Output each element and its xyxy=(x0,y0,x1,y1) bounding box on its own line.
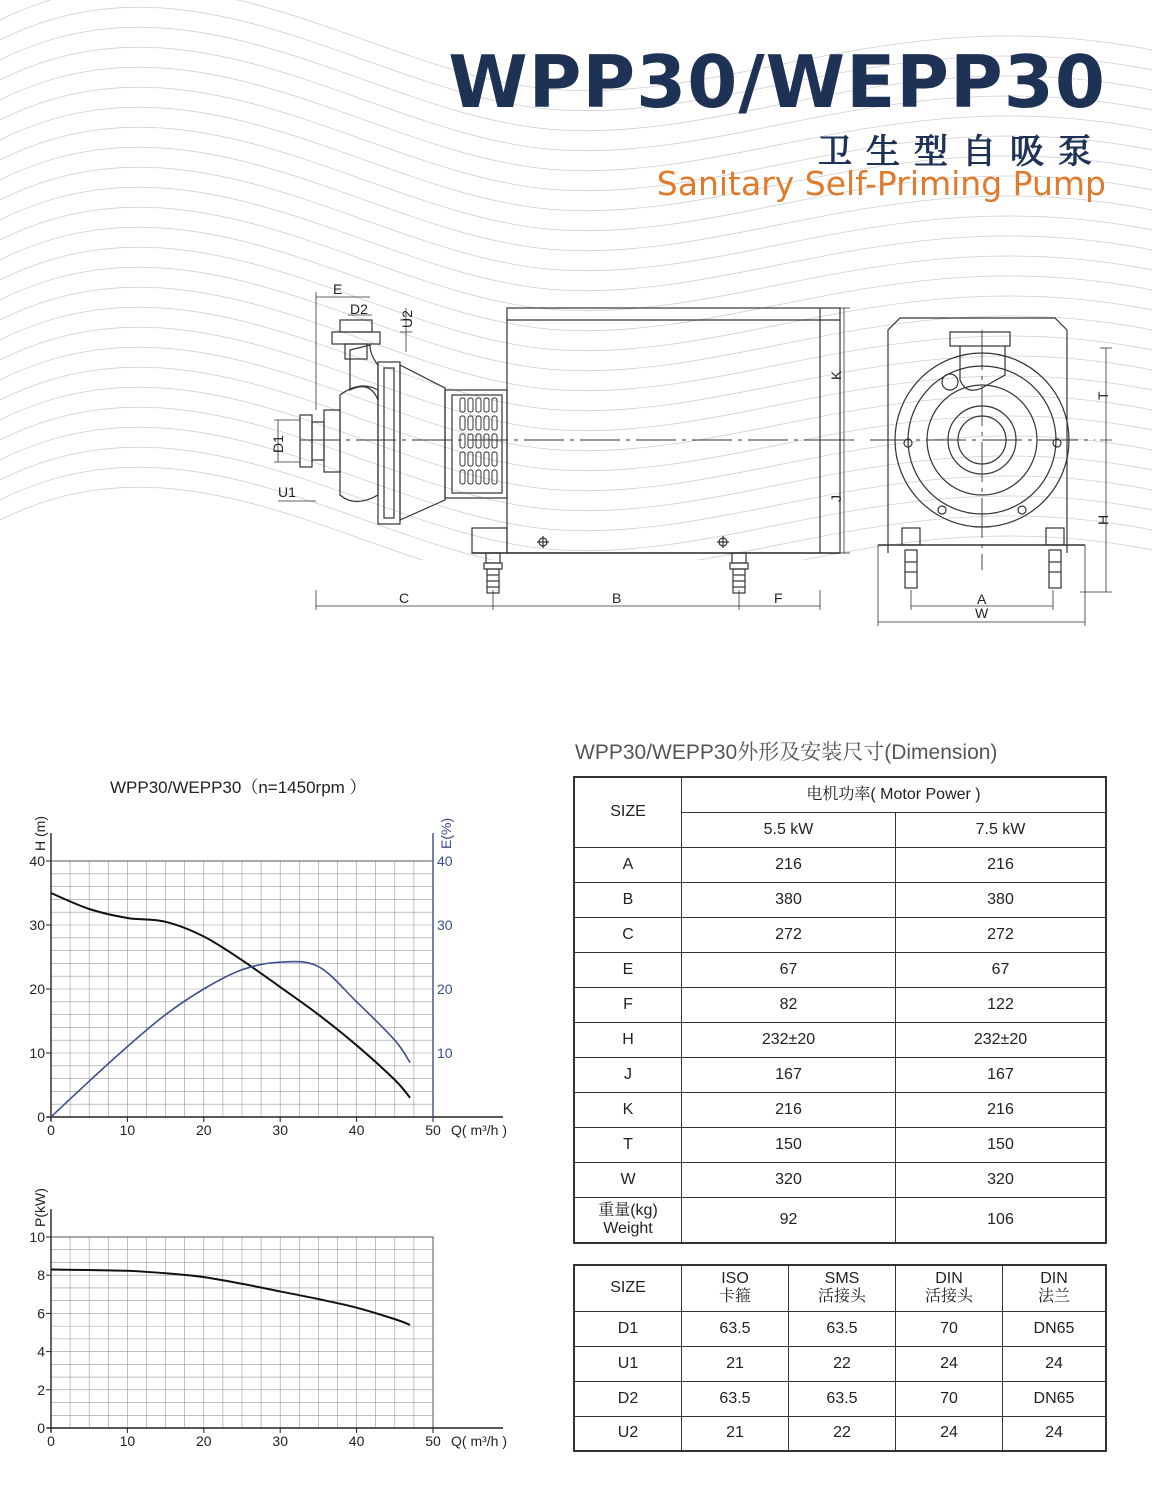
y2-tick-label: 10 xyxy=(437,1045,453,1061)
cell-value: DN65 xyxy=(1003,1381,1107,1416)
x-tick-label: 20 xyxy=(196,1122,212,1138)
product-subtitle-chinese: 卫生型自吸泵 xyxy=(818,132,1106,172)
weight-value-1: 92 xyxy=(682,1197,896,1243)
table-row xyxy=(574,917,1106,952)
connection-header: DIN 法兰 xyxy=(1003,1265,1107,1311)
cell-value: 24 xyxy=(896,1416,1003,1451)
product-title: WPP30/WEPP30 xyxy=(448,40,1106,124)
dim-label-j: J xyxy=(828,495,844,502)
cell-value: 63.5 xyxy=(682,1311,789,1346)
row-label: U1 xyxy=(574,1346,682,1381)
cell-value: 21 xyxy=(682,1416,789,1451)
vent-slot xyxy=(492,416,497,430)
connection-header: ISO 卡箍 xyxy=(682,1265,789,1311)
y-axis-label: P(kW) xyxy=(32,1188,48,1227)
series-line-1 xyxy=(51,1269,410,1324)
table-row xyxy=(574,847,1106,882)
vent-slot xyxy=(460,416,465,430)
x-tick-label: 50 xyxy=(425,1122,441,1138)
vent-slot xyxy=(476,470,481,484)
cell-value: 70 xyxy=(896,1311,1003,1346)
cell-value: 22 xyxy=(789,1346,896,1381)
row-label: J xyxy=(574,1057,682,1092)
row-label: B xyxy=(574,882,682,917)
table-row xyxy=(574,1346,1106,1381)
x-tick-label: 30 xyxy=(272,1433,288,1449)
y2-tick-label: 30 xyxy=(437,917,453,933)
cell-value: 21 xyxy=(682,1346,789,1381)
cell-value: 24 xyxy=(1003,1346,1107,1381)
y-tick-label: 6 xyxy=(37,1305,45,1322)
vent-slot xyxy=(492,434,497,448)
cell-value: 320 xyxy=(896,1162,1107,1197)
cell-value: 67 xyxy=(682,952,896,987)
table-row xyxy=(574,1311,1106,1346)
row-label: W xyxy=(574,1162,682,1197)
y-tick-label: 2 xyxy=(37,1381,45,1398)
dim-label-c: C xyxy=(399,590,410,606)
y-axis-label: H (m) xyxy=(32,816,48,851)
cell-value: 63.5 xyxy=(789,1381,896,1416)
dim-label-e: E xyxy=(333,281,343,297)
motor-power-header: 电机功率( Motor Power ) xyxy=(682,777,1107,812)
cell-value: 63.5 xyxy=(789,1311,896,1346)
cell-value: 380 xyxy=(896,882,1107,917)
dim-label-f: F xyxy=(774,590,783,606)
table-row xyxy=(574,1022,1106,1057)
size-header: SIZE xyxy=(574,1265,682,1311)
size-header: SIZE xyxy=(574,777,682,847)
cell-value: 216 xyxy=(682,1092,896,1127)
cell-value: 167 xyxy=(682,1057,896,1092)
y-tick-label: 4 xyxy=(37,1343,45,1360)
x-axis-label: Q( m³/h ) xyxy=(451,1433,507,1449)
vent-slot xyxy=(476,398,481,412)
cell-value: 216 xyxy=(896,847,1107,882)
dim-label-t: T xyxy=(1095,391,1111,400)
cell-value: 63.5 xyxy=(682,1381,789,1416)
dim-label-a: A xyxy=(977,591,987,607)
vent-slot xyxy=(476,416,481,430)
weight-value-2: 106 xyxy=(896,1197,1107,1243)
table-row xyxy=(574,952,1106,987)
x-tick-label: 40 xyxy=(348,1122,365,1138)
vent-slot xyxy=(460,452,465,466)
y2-tick-label: 40 xyxy=(437,853,453,869)
row-label: U2 xyxy=(574,1416,682,1451)
table-row xyxy=(574,1057,1106,1092)
cell-value: 232±20 xyxy=(896,1022,1107,1057)
y-tick-label: 30 xyxy=(29,917,45,933)
vent-slot xyxy=(484,470,489,484)
x-tick-label: 20 xyxy=(196,1433,212,1449)
cell-value: 216 xyxy=(896,1092,1107,1127)
vent-slot xyxy=(484,416,489,430)
dim-label-d2: D2 xyxy=(350,301,368,317)
cell-value: 380 xyxy=(682,882,896,917)
weight-label: 重量(kg) Weight xyxy=(574,1197,682,1243)
table-row xyxy=(574,1381,1106,1416)
x-tick-label: 50 xyxy=(425,1433,441,1449)
series-line-2 xyxy=(51,962,410,1117)
y-tick-label: 0 xyxy=(37,1420,45,1436)
x-axis-label: Q( m³/h ) xyxy=(451,1122,507,1138)
y-tick-label: 8 xyxy=(37,1267,45,1284)
table-row xyxy=(574,1092,1106,1127)
dim-label-h: H xyxy=(1095,514,1111,525)
dim-label-u1: U1 xyxy=(278,484,296,500)
row-label: D1 xyxy=(574,1311,682,1346)
inlet-flange xyxy=(300,415,312,467)
y-tick-label: 0 xyxy=(37,1109,45,1125)
vent-slot xyxy=(468,452,473,466)
y-tick-label: 20 xyxy=(29,981,45,997)
row-label: E xyxy=(574,952,682,987)
cell-value: 24 xyxy=(896,1346,1003,1381)
y-tick-label: 10 xyxy=(29,1045,45,1061)
motor-housing xyxy=(507,308,840,553)
vent-slot xyxy=(492,398,497,412)
connection-table xyxy=(573,1264,1107,1452)
cell-value: 272 xyxy=(896,917,1107,952)
cell-value: 82 xyxy=(682,987,896,1022)
connection-header: DIN 活接头 xyxy=(896,1265,1003,1311)
table-row xyxy=(574,1416,1106,1451)
dim-label-d1: D1 xyxy=(270,435,286,453)
chart-2 xyxy=(29,1188,507,1449)
performance-charts xyxy=(0,795,560,1465)
cell-value: 22 xyxy=(789,1416,896,1451)
table-header-row xyxy=(574,777,1106,812)
chart-title: WPP30/WEPP30（n=1450rpm ） xyxy=(110,778,367,797)
dimension-table xyxy=(573,776,1107,1244)
outlet-flange xyxy=(332,332,380,344)
y-tick-label: 40 xyxy=(29,853,45,869)
cell-value: 122 xyxy=(896,987,1107,1022)
x-tick-label: 10 xyxy=(119,1433,136,1449)
cell-value: DN65 xyxy=(1003,1311,1107,1346)
table-row xyxy=(574,1127,1106,1162)
cell-value: 232±20 xyxy=(682,1022,896,1057)
x-tick-label: 30 xyxy=(272,1122,288,1138)
cell-value: 24 xyxy=(1003,1416,1107,1451)
pump-technical-drawing xyxy=(260,270,1130,630)
cell-value: 272 xyxy=(682,917,896,952)
pump-casing xyxy=(340,386,378,502)
cell-value: 320 xyxy=(682,1162,896,1197)
table-row xyxy=(574,1162,1106,1197)
vent-slot xyxy=(460,470,465,484)
power-header-1: 5.5 kW xyxy=(682,812,896,847)
table-row xyxy=(574,1197,1106,1243)
x-tick-label: 10 xyxy=(119,1122,136,1138)
x-tick-label: 0 xyxy=(47,1122,55,1138)
vent-slot xyxy=(484,434,489,448)
vent-slot xyxy=(468,470,473,484)
vent-slot xyxy=(492,470,497,484)
x-tick-label: 0 xyxy=(47,1433,55,1449)
row-label: D2 xyxy=(574,1381,682,1416)
cell-value: 150 xyxy=(896,1127,1107,1162)
vent-slot xyxy=(460,398,465,412)
vent-slot xyxy=(484,398,489,412)
table-row xyxy=(574,882,1106,917)
y2-tick-label: 20 xyxy=(437,981,453,997)
row-label: K xyxy=(574,1092,682,1127)
cell-value: 67 xyxy=(896,952,1107,987)
x-tick-label: 40 xyxy=(348,1433,365,1449)
cell-value: 70 xyxy=(896,1381,1003,1416)
row-label: A xyxy=(574,847,682,882)
vent-slot xyxy=(492,452,497,466)
dim-label-b: B xyxy=(612,590,622,606)
dim-label-w: W xyxy=(975,605,989,621)
chart-1 xyxy=(29,816,507,1138)
vent-slot xyxy=(468,416,473,430)
vent-slot xyxy=(460,434,465,448)
row-label: T xyxy=(574,1127,682,1162)
dim-label-k: K xyxy=(828,370,844,380)
vent-slot xyxy=(468,398,473,412)
vent-slot xyxy=(484,452,489,466)
row-label: C xyxy=(574,917,682,952)
table-row xyxy=(574,987,1106,1022)
vent-slot xyxy=(468,434,473,448)
table-header-row xyxy=(574,1265,1106,1311)
y2-axis-label: E(%) xyxy=(438,817,454,849)
dim-label-u2: U2 xyxy=(399,310,415,328)
connection-header: SMS 活接头 xyxy=(789,1265,896,1311)
cell-value: 216 xyxy=(682,847,896,882)
product-subtitle-english: Sanitary Self-Priming Pump xyxy=(656,164,1106,203)
bearing-bracket xyxy=(400,365,445,520)
row-label: H xyxy=(574,1022,682,1057)
cell-value: 150 xyxy=(682,1127,896,1162)
vent-slot xyxy=(476,434,481,448)
vent-slot xyxy=(476,452,481,466)
power-header-2: 7.5 kW xyxy=(896,812,1107,847)
row-label: F xyxy=(574,987,682,1022)
y-tick-label: 10 xyxy=(29,1229,45,1245)
cell-value: 167 xyxy=(896,1057,1107,1092)
dimension-table-title: WPP30/WEPP30外形及安装尺寸(Dimension) xyxy=(575,741,998,764)
